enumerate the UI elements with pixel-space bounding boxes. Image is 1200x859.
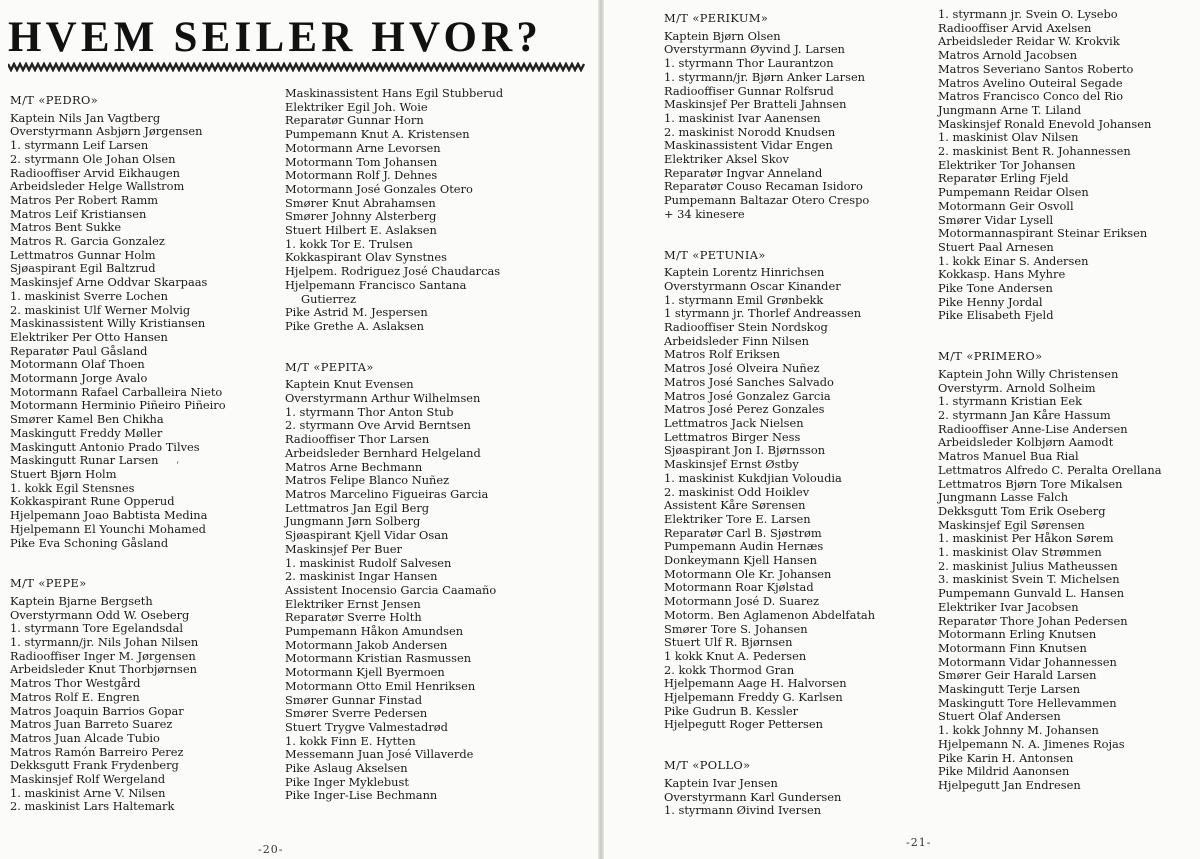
crew-line: Lettmatros Jan Egil Berg: [285, 500, 430, 515]
crew-line: Reparatør Thore Johan Pedersen: [938, 613, 1128, 628]
section-gap: [285, 334, 503, 361]
crew-line: Lettmatros Jack Nielsen: [664, 415, 804, 430]
crew-line: Matros Severiano Santos Roberto: [938, 61, 1134, 76]
crew-line: Overstyrmann Oscar Kinander: [664, 278, 841, 293]
crew-line: Dekksgutt Tom Erik Oseberg: [938, 503, 1106, 518]
crew-line: Motorm. Ben Aglamenon Abdelfatah: [664, 607, 876, 622]
crew-line: Kokkasp. Hans Myhre: [938, 267, 1066, 282]
crew-line: Elektriker Tor Johansen: [938, 157, 1076, 172]
crew-line: 1. styrmann jr. Svein O. Lysebo: [938, 7, 1118, 21]
crew-line: Kaptein John Willy Christensen: [938, 366, 1119, 381]
crew-line: 2. maskinist Ingar Hansen: [285, 569, 438, 584]
crew-line: Matros Juan Alcade Tubio: [10, 730, 160, 745]
crew-line: Hjelpegutt Roger Pettersen: [664, 717, 823, 732]
crew-line: Sjøaspirant Jon I. Bjørnsson: [664, 443, 826, 458]
crew-line: Smører Geir Harald Larsen: [938, 668, 1097, 683]
crew-line: Matros Felipe Blanco Nuñez: [285, 473, 450, 488]
section-gap: [664, 222, 875, 249]
ship-heading: M/T «PEDRO»: [10, 93, 99, 107]
crew-line: Stuert Hilbert E. Aslaksen: [285, 223, 437, 238]
crew-line: Motormannaspirant Steinar Eriksen: [938, 226, 1148, 241]
crew-line: Kaptein Lorentz Hinrichsen: [664, 265, 825, 280]
crew-line: 1. kokk Johnny M. Johansen: [938, 723, 1099, 738]
crew-line: Maskingutt Tore Hellevammen: [938, 695, 1117, 710]
crew-line: Matros Arne Bechmann: [285, 459, 423, 474]
crew-line: 1. styrmann/jr. Bjørn Anker Larsen: [664, 69, 866, 84]
crew-line: 2. styrmann Ove Arvid Berntsen: [285, 418, 471, 433]
column-3: [664, 12, 875, 818]
crew-line: 1. maskinist Per Håkon Sørem: [938, 531, 1114, 546]
crew-line: Radiooffiser Gunnar Rolfsrud: [664, 83, 834, 98]
crew-line: Overstyrmann Odd W. Oseberg: [10, 607, 190, 622]
crew-line: Overstyrm. Arnold Solheim: [938, 380, 1096, 395]
crew-line: Pike Grethe A. Aslaksen: [285, 318, 424, 333]
crew-line: 2. maskinist Odd Hoiklev: [664, 484, 810, 499]
crew-line: Overstyrmann Karl Gundersen: [664, 789, 842, 804]
crew-line: Pike Inger-Lise Bechmann: [285, 788, 438, 803]
crew-line: 2. maskinist Bent R. Johannessen: [938, 144, 1131, 159]
crew-line: 1. maskinist Rudolf Salvesen: [285, 555, 452, 570]
crew-line: Arbeidsleder Reidar W. Krokvik: [938, 34, 1120, 49]
crew-line: Arbeidsleder Finn Nilsen: [664, 333, 809, 348]
crew-line: Motormann Otto Emil Henriksen: [285, 678, 476, 693]
crew-line: Smører Gunnar Finstad: [285, 692, 423, 707]
crew-line: Pumpemann Håkon Amundsen: [285, 624, 464, 639]
crew-line: 1. styrmann Emil Grønbekk: [664, 292, 824, 307]
crew-line: Motormann Kjell Byermoen: [285, 665, 445, 680]
crew-line: Matros Rolf E. Engren: [10, 689, 140, 704]
page-spine: [598, 0, 604, 859]
section-gap: [938, 323, 1161, 350]
crew-line: 1. maskinist Olav Nilsen: [938, 130, 1079, 145]
crew-line: Radiooffiser Inger M. Jørgensen: [10, 648, 196, 663]
crew-line: Motormann Rolf J. Dehnes: [285, 168, 438, 183]
page-number-left: -20-: [258, 843, 284, 856]
crew-line: Motormann Olaf Thoen: [10, 357, 145, 372]
crew-line: Reparatør Couso Recaman Isidoro: [664, 179, 863, 194]
crew-line: Arbeidsleder Knut Thorbjørnsen: [10, 662, 197, 677]
crew-line: Reparatør Carl B. Sjøstrøm: [664, 525, 822, 540]
crew-line: 2. kokk Thormod Gran: [664, 662, 795, 677]
crew-line: Motormann Rafael Carballeira Nieto: [10, 384, 223, 399]
crew-line: Matros Rolf Eriksen: [664, 347, 780, 362]
crew-line: Pumpemann Audin Hernæs: [664, 539, 824, 554]
crew-line: 2. maskinist Julius Matheussen: [938, 558, 1118, 573]
crew-line: 3. maskinist Svein T. Michelsen: [938, 572, 1120, 587]
crew-line: Maskinsjef Ronald Enevold Johansen: [938, 116, 1152, 131]
crew-line: Pike Astrid M. Jespersen: [285, 305, 428, 320]
crew-line: Pike Tone Andersen: [938, 281, 1053, 296]
crew-line: Matros Francisco Conco del Rio: [938, 89, 1124, 104]
crew-line: Reparatør Sverre Holth: [285, 610, 422, 625]
crew-line: 2. styrmann Ole Johan Olsen: [10, 151, 176, 166]
crew-line: Matros José Sanches Salvado: [664, 374, 834, 389]
crew-line: Matros Juan Barreto Suarez: [10, 717, 173, 732]
crew-line: 1 styrmann jr. Thorlef Andreassen: [664, 306, 862, 321]
crew-line: Maskinsjef Egil Sørensen: [938, 517, 1085, 532]
crew-line: Motormann Jorge Avalo: [10, 371, 148, 386]
crew-line: Smører Sverre Pedersen: [285, 706, 428, 721]
crew-line: Matros Arnold Jacobsen: [938, 48, 1078, 63]
crew-line: Motormann José D. Suarez: [664, 594, 820, 609]
ship-heading: M/T «POLLO»: [664, 758, 751, 773]
crew-line: Matros Per Robert Ramm: [10, 192, 159, 207]
crew-line: Overstyrmann Arthur Wilhelmsen: [285, 391, 481, 406]
crew-line: Arbeidsleder Kolbjørn Aamodt: [938, 435, 1114, 450]
crew-line: Radiooffiser Anne-Lise Andersen: [938, 421, 1128, 436]
crew-line: Elektriker Egil Joh. Woie: [285, 99, 428, 114]
crew-line: Dekksgutt Frank Frydenberg: [10, 758, 179, 773]
crew-line: Reparatør Ingvar Anneland: [664, 165, 823, 180]
crew-line: Motormann Vidar Johannessen: [938, 654, 1117, 669]
crew-line: Matros Manuel Bua Rial: [938, 449, 1079, 464]
crew-line: Pumpemann Reidar Olsen: [938, 185, 1089, 200]
crew-line: Lettmatros Bjørn Tore Mikalsen: [938, 476, 1123, 491]
crew-line: Hjelpemann Freddy G. Karlsen: [664, 690, 843, 705]
crew-line: Arbeidsleder Helge Wallstrom: [10, 179, 185, 194]
crew-line: Maskingutt Runar Larsen: [10, 453, 159, 468]
crew-line: Maskinsjef Per Bratteli Jahnsen: [664, 97, 847, 112]
crew-line: Jungmann Lasse Falch: [938, 490, 1069, 505]
crew-line: Pike Henny Jordal: [938, 294, 1043, 309]
crew-line: Smører Knut Abrahamsen: [285, 195, 436, 210]
crew-line: Hjelpemann Aage H. Halvorsen: [664, 676, 847, 691]
crew-line: + 34 kinesere: [664, 206, 745, 221]
crew-line: Lettmatros Alfredo C. Peralta Orellana: [938, 462, 1162, 477]
crew-line: Maskinsjef Ernst Østby: [664, 457, 799, 472]
zigzag-rule: [8, 62, 586, 72]
crew-line: 1. kokk Egil Stensnes: [10, 480, 135, 495]
crew-line: Radiooffiser Arvid Eikhaugen: [10, 165, 181, 180]
crew-line: 1. maskinist Olav Strømmen: [938, 545, 1102, 560]
crew-line: Matros Bent Sukke: [10, 220, 122, 235]
crew-line: Overstyrmann Øyvind J. Larsen: [664, 42, 845, 57]
crew-line: Matros Thor Westgård: [10, 676, 141, 691]
crew-line: Kaptein Nils Jan Vagtberg: [10, 110, 161, 125]
crew-line: 1. styrmann Kristian Eek: [938, 394, 1083, 409]
crew-line: Pike Inger Myklebust: [285, 774, 409, 789]
crew-line: Hjelpemann El Younchi Mohamed: [10, 521, 206, 536]
crew-line: Maskinassistent Hans Egil Stubberud: [285, 86, 504, 100]
crew-line: Elektriker Per Otto Hansen: [10, 329, 168, 344]
crew-line: Motormann Arne Levorsen: [285, 140, 441, 155]
crew-line: Stuert Paal Arnesen: [938, 239, 1054, 254]
crew-line: 1. maskinist Kukdjian Voloudia: [664, 470, 842, 485]
ship-heading: M/T «PETUNIA»: [664, 247, 766, 262]
crew-line: Kaptein Bjarne Bergseth: [10, 593, 153, 608]
crew-line: Kokkaspirant Rune Opperud: [10, 494, 175, 509]
crew-line: 1. styrmann Tore Egelandsdal: [10, 621, 184, 636]
crew-line: Hjelpemann Joao Babtista Medina: [10, 508, 208, 523]
crew-line: Reparatør Paul Gåsland: [10, 343, 148, 358]
crew-line: Hjelpemann N. A. Jimenes Rojas: [938, 736, 1125, 751]
crew-line: Motormann Geir Osvoll: [938, 198, 1074, 213]
crew-line: Matros José Olveira Nuñez: [664, 361, 820, 376]
crew-line: Sjøaspirant Egil Baltzrud: [10, 261, 156, 276]
crew-line: Matros Marcelino Figueiras Garcia: [285, 486, 489, 501]
section-gap: [664, 732, 875, 759]
crew-line: Maskinsjef Per Buer: [285, 541, 402, 556]
crew-line: 1. kokk Einar S. Andersen: [938, 253, 1089, 268]
crew-line: Lettmatros Birger Ness: [664, 429, 801, 444]
crew-line: 2. maskinist Ulf Werner Molvig: [10, 302, 191, 317]
crew-line: Pike Gudrun B. Kessler: [664, 703, 799, 718]
crew-line: Elektriker Ivar Jacobsen: [938, 599, 1079, 614]
crew-line: Messemann Juan José Villaverde: [285, 747, 474, 762]
crew-line: Hjelpemann Francisco Santana: [285, 277, 467, 292]
crew-line: 2. maskinist Lars Haltemark: [10, 799, 175, 814]
crew-line: Lettmatros Gunnar Holm: [10, 247, 156, 262]
crew-line: Smører Johnny Alsterberg: [285, 209, 437, 224]
crew-line: 1. maskinist Sverre Lochen: [10, 288, 168, 303]
crew-line: Radiooffiser Thor Larsen: [285, 432, 430, 447]
crew-line: 1. styrmann Thor Anton Stub: [285, 404, 454, 419]
column-4: [938, 8, 1161, 793]
crew-line: 1. kokk Tor E. Trulsen: [285, 236, 413, 251]
crew-line: Maskingutt Freddy Møller: [10, 425, 163, 440]
crew-line: Kaptein Bjørn Olsen: [664, 28, 781, 43]
crew-line: Pumpemann Baltazar Otero Crespo: [664, 193, 870, 208]
crew-line: 1 kokk Knut A. Pedersen: [664, 648, 807, 663]
crew-line: Sjøaspirant Kjell Vidar Osan: [285, 528, 449, 543]
crew-line: Hjelpem. Rodriguez José Chaudarcas: [285, 264, 501, 279]
crew-line: Elektriker Aksel Skov: [664, 152, 789, 167]
crew-line: Assistent Inocensio Garcia Caamaño: [285, 582, 497, 597]
crew-line: Maskinassistent Willy Kristiansen: [10, 316, 206, 331]
crew-line: Pumpemann Knut A. Kristensen: [285, 127, 470, 142]
crew-line: Jungmann Arne T. Liland: [938, 102, 1082, 117]
crew-line: Matros Ramón Barreiro Perez: [10, 744, 184, 759]
page-number-right: -21-: [906, 836, 932, 849]
section-gap: [10, 550, 226, 577]
crew-line: Matros Joaquin Barrios Gopar: [10, 703, 184, 718]
crew-line: Motormann Tom Johansen: [285, 154, 438, 169]
crew-line: Pumpemann Gunvald L. Hansen: [938, 586, 1125, 601]
crew-line: Maskinsjef Rolf Wergeland: [10, 772, 166, 787]
crew-line: Matros Avelino Outeiral Segade: [938, 75, 1123, 90]
column-2: [285, 87, 503, 803]
crew-line: Reparatør Erling Fjeld: [938, 171, 1069, 186]
page-title: HVEM SEILER HVOR?: [8, 14, 543, 61]
crew-line: 2. maskinist Norodd Knudsen: [664, 124, 836, 139]
crew-line: Maskingutt Terje Larsen: [938, 682, 1081, 697]
crew-line: Elektriker Tore E. Larsen: [664, 511, 811, 526]
crew-line: Matros José Perez Gonzales: [664, 402, 825, 417]
crew-line: Pike Aslaug Akselsen: [285, 761, 408, 776]
crew-line: 2. styrmann Jan Kåre Hassum: [938, 407, 1111, 422]
crew-line: 1. styrmann Thor Laurantzon: [664, 56, 834, 71]
crew-line: Radiooffiser Arvid Axelsen: [938, 20, 1092, 35]
crew-line: Matros R. Garcia Gonzalez: [10, 234, 165, 249]
crew-line: Pike Karin H. Antonsen: [938, 750, 1074, 765]
crew-line: Matros José Gonzalez Garcia: [664, 388, 831, 403]
stray-mark: ‘: [176, 461, 179, 471]
crew-line: Overstyrmann Asbjørn Jørgensen: [10, 124, 203, 139]
ship-heading: M/T «PERIKUM»: [664, 11, 769, 25]
crew-line: Stuert Olaf Andersen: [938, 709, 1061, 724]
crew-line: Assistent Kåre Sørensen: [664, 498, 806, 513]
crew-line: Maskinsjef Arne Oddvar Skarpaas: [10, 275, 208, 290]
crew-line: Elektriker Ernst Jensen: [285, 596, 421, 611]
crew-line: 1. styrmann Leif Larsen: [10, 138, 149, 153]
crew-line: Pike Eva Schoning Gåsland: [10, 535, 169, 550]
crew-line: Kaptein Ivar Jensen: [664, 775, 778, 790]
crew-line: 1. kokk Finn E. Hytten: [285, 733, 416, 748]
ship-heading: M/T «PEPE»: [10, 576, 87, 591]
column-1: [10, 94, 226, 814]
crew-line: Matros Leif Kristiansen: [10, 206, 147, 221]
crew-line: Kokkaspirant Olav Synstnes: [285, 250, 447, 265]
ship-heading: M/T «PEPITA»: [285, 359, 374, 374]
crew-line: 1. styrmann Øivind Iversen: [664, 803, 822, 818]
crew-line: Jungmann Jørn Solberg: [285, 514, 421, 529]
crew-line: Motormann Kristian Rasmussen: [285, 651, 472, 666]
ship-heading: M/T «PRIMERO»: [938, 349, 1043, 364]
crew-line: Kaptein Knut Evensen: [285, 377, 414, 392]
crew-line: Maskingutt Antonio Prado Tilves: [10, 439, 200, 454]
crew-line: 1. maskinist Ivar Aanensen: [664, 110, 821, 125]
crew-line: Stuert Ulf R. Bjørnsen: [664, 635, 793, 650]
crew-line: Pike Elisabeth Fjeld: [938, 308, 1054, 323]
crew-line: Smører Tore S. Johansen: [664, 621, 808, 636]
crew-line: Arbeidsleder Bernhard Helgeland: [285, 445, 481, 460]
crew-line: Stuert Bjørn Holm: [10, 466, 117, 481]
crew-line: Motormann Herminio Piñeiro Piñeiro: [10, 398, 226, 413]
crew-line: Hjelpegutt Jan Endresen: [938, 777, 1081, 792]
crew-line: Maskinassistent Vidar Engen: [664, 138, 833, 153]
crew-line: 1. maskinist Arne V. Nilsen: [10, 785, 166, 800]
crew-line: Reparatør Gunnar Horn: [285, 113, 424, 128]
crew-line: Motormann José Gonzales Otero: [285, 181, 473, 196]
crew-line: Motormann Erling Knutsen: [938, 627, 1097, 642]
crew-line: Radiooffiser Stein Nordskog: [664, 320, 828, 335]
crew-line: Motormann Ole Kr. Johansen: [664, 566, 832, 581]
crew-line: 1. styrmann/jr. Nils Johan Nilsen: [10, 635, 199, 650]
crew-line: Smører Kamel Ben Chikha: [10, 412, 164, 427]
crew-line: Stuert Trygve Valmestadrød: [285, 719, 448, 734]
crew-line: Pike Mildrid Aanonsen: [938, 764, 1070, 779]
crew-line: Gutierrez: [301, 291, 357, 306]
crew-line: Motormann Roar Kjølstad: [664, 580, 814, 595]
crew-line: Motormann Finn Knutsen: [938, 640, 1087, 655]
crew-line: Motormann Jakob Andersen: [285, 637, 448, 652]
crew-line: Donkeymann Kjell Hansen: [664, 553, 817, 568]
crew-line: Smører Vidar Lysell: [938, 212, 1054, 227]
